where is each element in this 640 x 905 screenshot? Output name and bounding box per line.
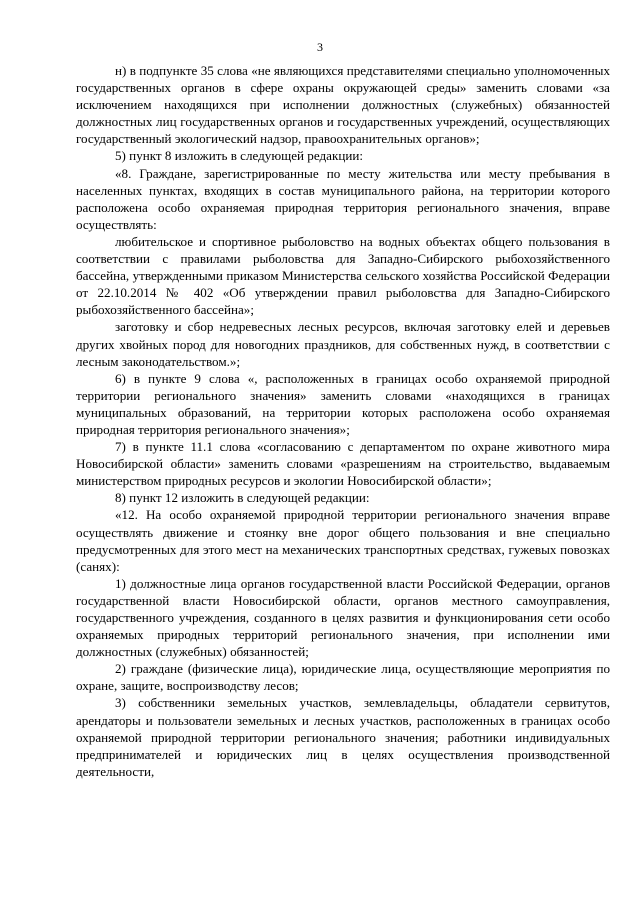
paragraph-item-5: 5) пункт 8 изложить в следующей редакции: [115, 148, 363, 164]
paragraph-clause-8: «8. Граждане, зарегистрированные по месту жительства или месту пребывания в населенных пунктах, входящих в состав муниципального района, на территории которого расположена особо охраняемая природная территория регионального значения, вправе осуществлять: [76, 165, 610, 232]
paragraph-fishing: любительское и спортивное рыболовство на водных объектах общего пользования в соответствии с правилами рыболовства для Западно-Сибирского рыбохозяйственного бассейна, утвержденными приказом Министерства сельского хозяйства Российской Федерации от 22.10.2014 № 402 «Об утверждении правил рыболовства для Западно-Сибирского рыбохозяйственного бассейна»; [76, 233, 610, 318]
paragraph-harvesting: заготовку и сбор недревесных лесных ресурсов, включая заготовку елей и деревьев других хвойных пород для новогодних праздников, для собственных нужд, в соответствии с лесным законодательством.»; [76, 319, 610, 369]
list-item-3: 3) собственники земельных участков, землевладельцы, обладатели сервитутов, арендаторы и пользователи земельных и лесных участков, расположенных в границах особо охраняемой природной территории регионального значения; работники индивидуальных предпринимателей и юридических лиц в целях осуществления производственной деятельности, [76, 695, 610, 779]
paragraph-clause-12: «12. На особо охраняемой природной территории регионального значения вправе осуществлять движение и стоянку вне дорог общего пользования и вне специально предусмотренных для этого мест на механических транспортных средствах, гужевых повозках (санях): [76, 507, 610, 574]
list-item-1: 1) должностные лица органов государственной власти Российской Федерации, органов государственной власти Новосибирской области, органов местного самоуправления, государственного учреждения, созданного в целях развития и функционирования сети особо охраняемых природных территорий регионального значения, при исполнении ими должностных (служебных) обязанностей; [76, 575, 610, 660]
list-item-2: 2) граждане (физические лица), юридические лица, осуществляющие мероприятия по охране, защите, воспроизводству лесов; [76, 661, 610, 694]
paragraph-subitem-n: н) в подпункте 35 слова «не являющихся представителями специально уполномоченных государственных органов в сфере охраны окружающей среды» заменить словами «за исключением находящихся при исполнении должностных (служебных) обязанностей должностных лиц государственных органов и государственных учреждений, осуществляющих государственный экологический надзор, правоохранительных органов»; [76, 63, 610, 147]
page-number: 3 [317, 40, 323, 54]
paragraph-item-8: 8) пункт 12 изложить в следующей редакции: [115, 490, 370, 506]
document-body [76, 62, 610, 780]
paragraph-item-7: 7) в пункте 11.1 слова «согласованию с департаментом по охране животного мира Новосибирской области» заменить словами «разрешениям на строительство, выдаваемым министерством природных ресурсов и экологии Новосибирской области»; [76, 439, 610, 489]
paragraph-item-6: 6) в пункте 9 слова «, расположенных в границах особо охраняемой природной территории регионального значения» заменить словами «находящихся в границах муниципальных образований, на территории которых расположена особо охраняемая природная территория регионального значения»; [76, 370, 610, 437]
